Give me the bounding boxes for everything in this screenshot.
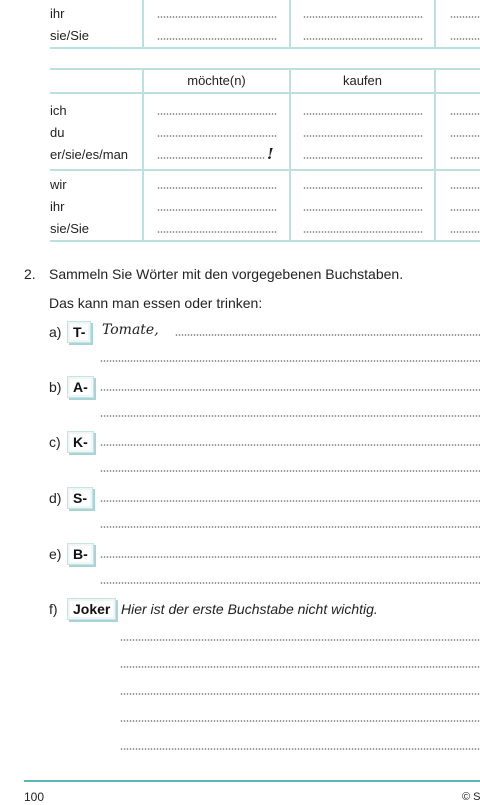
blank-line: [450, 187, 480, 189]
answer-line[interactable]: [100, 470, 480, 472]
table-rule: [50, 92, 480, 94]
copyright: © S: [462, 791, 480, 803]
blank-line: [450, 38, 480, 40]
blank-line: [303, 113, 423, 115]
item-label: b): [49, 379, 62, 395]
footer-rule: [24, 780, 480, 782]
blank-line: [450, 231, 480, 233]
item-label: d): [49, 490, 62, 506]
exercise-number: 2.: [24, 266, 36, 282]
column-header-moechten: möchte(n): [187, 73, 246, 88]
exercise-subtitle: Das kann man essen oder trinken:: [49, 295, 263, 311]
answer-line[interactable]: [100, 415, 480, 417]
table-rule: [50, 47, 480, 49]
item-label: f): [49, 601, 58, 617]
answer-line[interactable]: [100, 360, 480, 362]
blank-line: [157, 38, 277, 40]
table-divider: [289, 0, 291, 48]
answer-line[interactable]: [100, 500, 480, 502]
answer-line[interactable]: [120, 666, 480, 668]
table-divider: [289, 68, 291, 242]
item-label: e): [49, 546, 62, 562]
blank-line: [157, 187, 277, 189]
handwritten-answer: Tomate,: [102, 322, 159, 338]
table-rule: [50, 240, 480, 242]
item-label: c): [49, 434, 61, 450]
answer-line[interactable]: [120, 693, 480, 695]
blank-line: [157, 113, 277, 115]
answer-line[interactable]: [120, 720, 480, 722]
table-divider: [434, 0, 436, 48]
pronoun-label: ihr: [50, 199, 65, 214]
answer-line[interactable]: [175, 334, 480, 336]
table-rule: [50, 169, 480, 171]
pronoun-label: du: [50, 125, 65, 140]
blank-line: [303, 157, 423, 159]
blank-line: [157, 135, 277, 137]
letter-box: A-: [67, 376, 94, 398]
letter-box: S-: [67, 487, 93, 509]
blank-line: [303, 231, 423, 233]
page-number: 100: [24, 790, 45, 804]
blank-line: [450, 209, 480, 211]
pronoun-label: ihr: [50, 6, 65, 21]
blank-line: [157, 157, 265, 159]
pronoun-label: sie/Sie: [50, 221, 90, 236]
blank-line: [303, 135, 423, 137]
table-divider: [142, 0, 144, 48]
answer-line[interactable]: [100, 389, 480, 391]
letter-box: T-: [67, 321, 91, 343]
answer-line[interactable]: [100, 556, 480, 558]
column-header-kaufen: kaufen: [342, 73, 383, 88]
letter-box: K-: [67, 431, 94, 453]
answer-line[interactable]: [100, 582, 480, 584]
pronoun-label: er/sie/es/man: [50, 147, 129, 162]
blank-line: [450, 113, 480, 115]
blank-line: [450, 16, 480, 18]
table-rule: [50, 68, 480, 70]
blank-line: [157, 209, 277, 211]
blank-line: [303, 38, 423, 40]
letter-box: B-: [67, 543, 94, 565]
blank-line: [450, 135, 480, 137]
blank-line: [303, 187, 423, 189]
answer-line[interactable]: [120, 748, 480, 750]
pronoun-label: sie/Sie: [50, 28, 90, 43]
answer-line[interactable]: [100, 444, 480, 446]
exercise-instruction: Sammeln Sie Wörter mit den vorgegebenen Buchstaben.: [49, 266, 404, 282]
blank-line: [157, 16, 277, 18]
joker-box: Joker: [67, 598, 116, 620]
item-label: a): [49, 324, 62, 340]
answer-line[interactable]: [120, 639, 480, 641]
blank-line: [303, 16, 423, 18]
pronoun-label: wir: [50, 177, 67, 192]
handwritten-exclamation: !: [267, 145, 274, 163]
table-divider: [142, 68, 144, 242]
joker-note: Hier ist der erste Buchstabe nicht wichtig.: [121, 601, 378, 617]
table-divider: [434, 68, 436, 242]
pronoun-label: ich: [50, 103, 67, 118]
answer-line[interactable]: [100, 526, 480, 528]
blank-line: [157, 231, 277, 233]
blank-line: [450, 157, 480, 159]
blank-line: [303, 209, 423, 211]
